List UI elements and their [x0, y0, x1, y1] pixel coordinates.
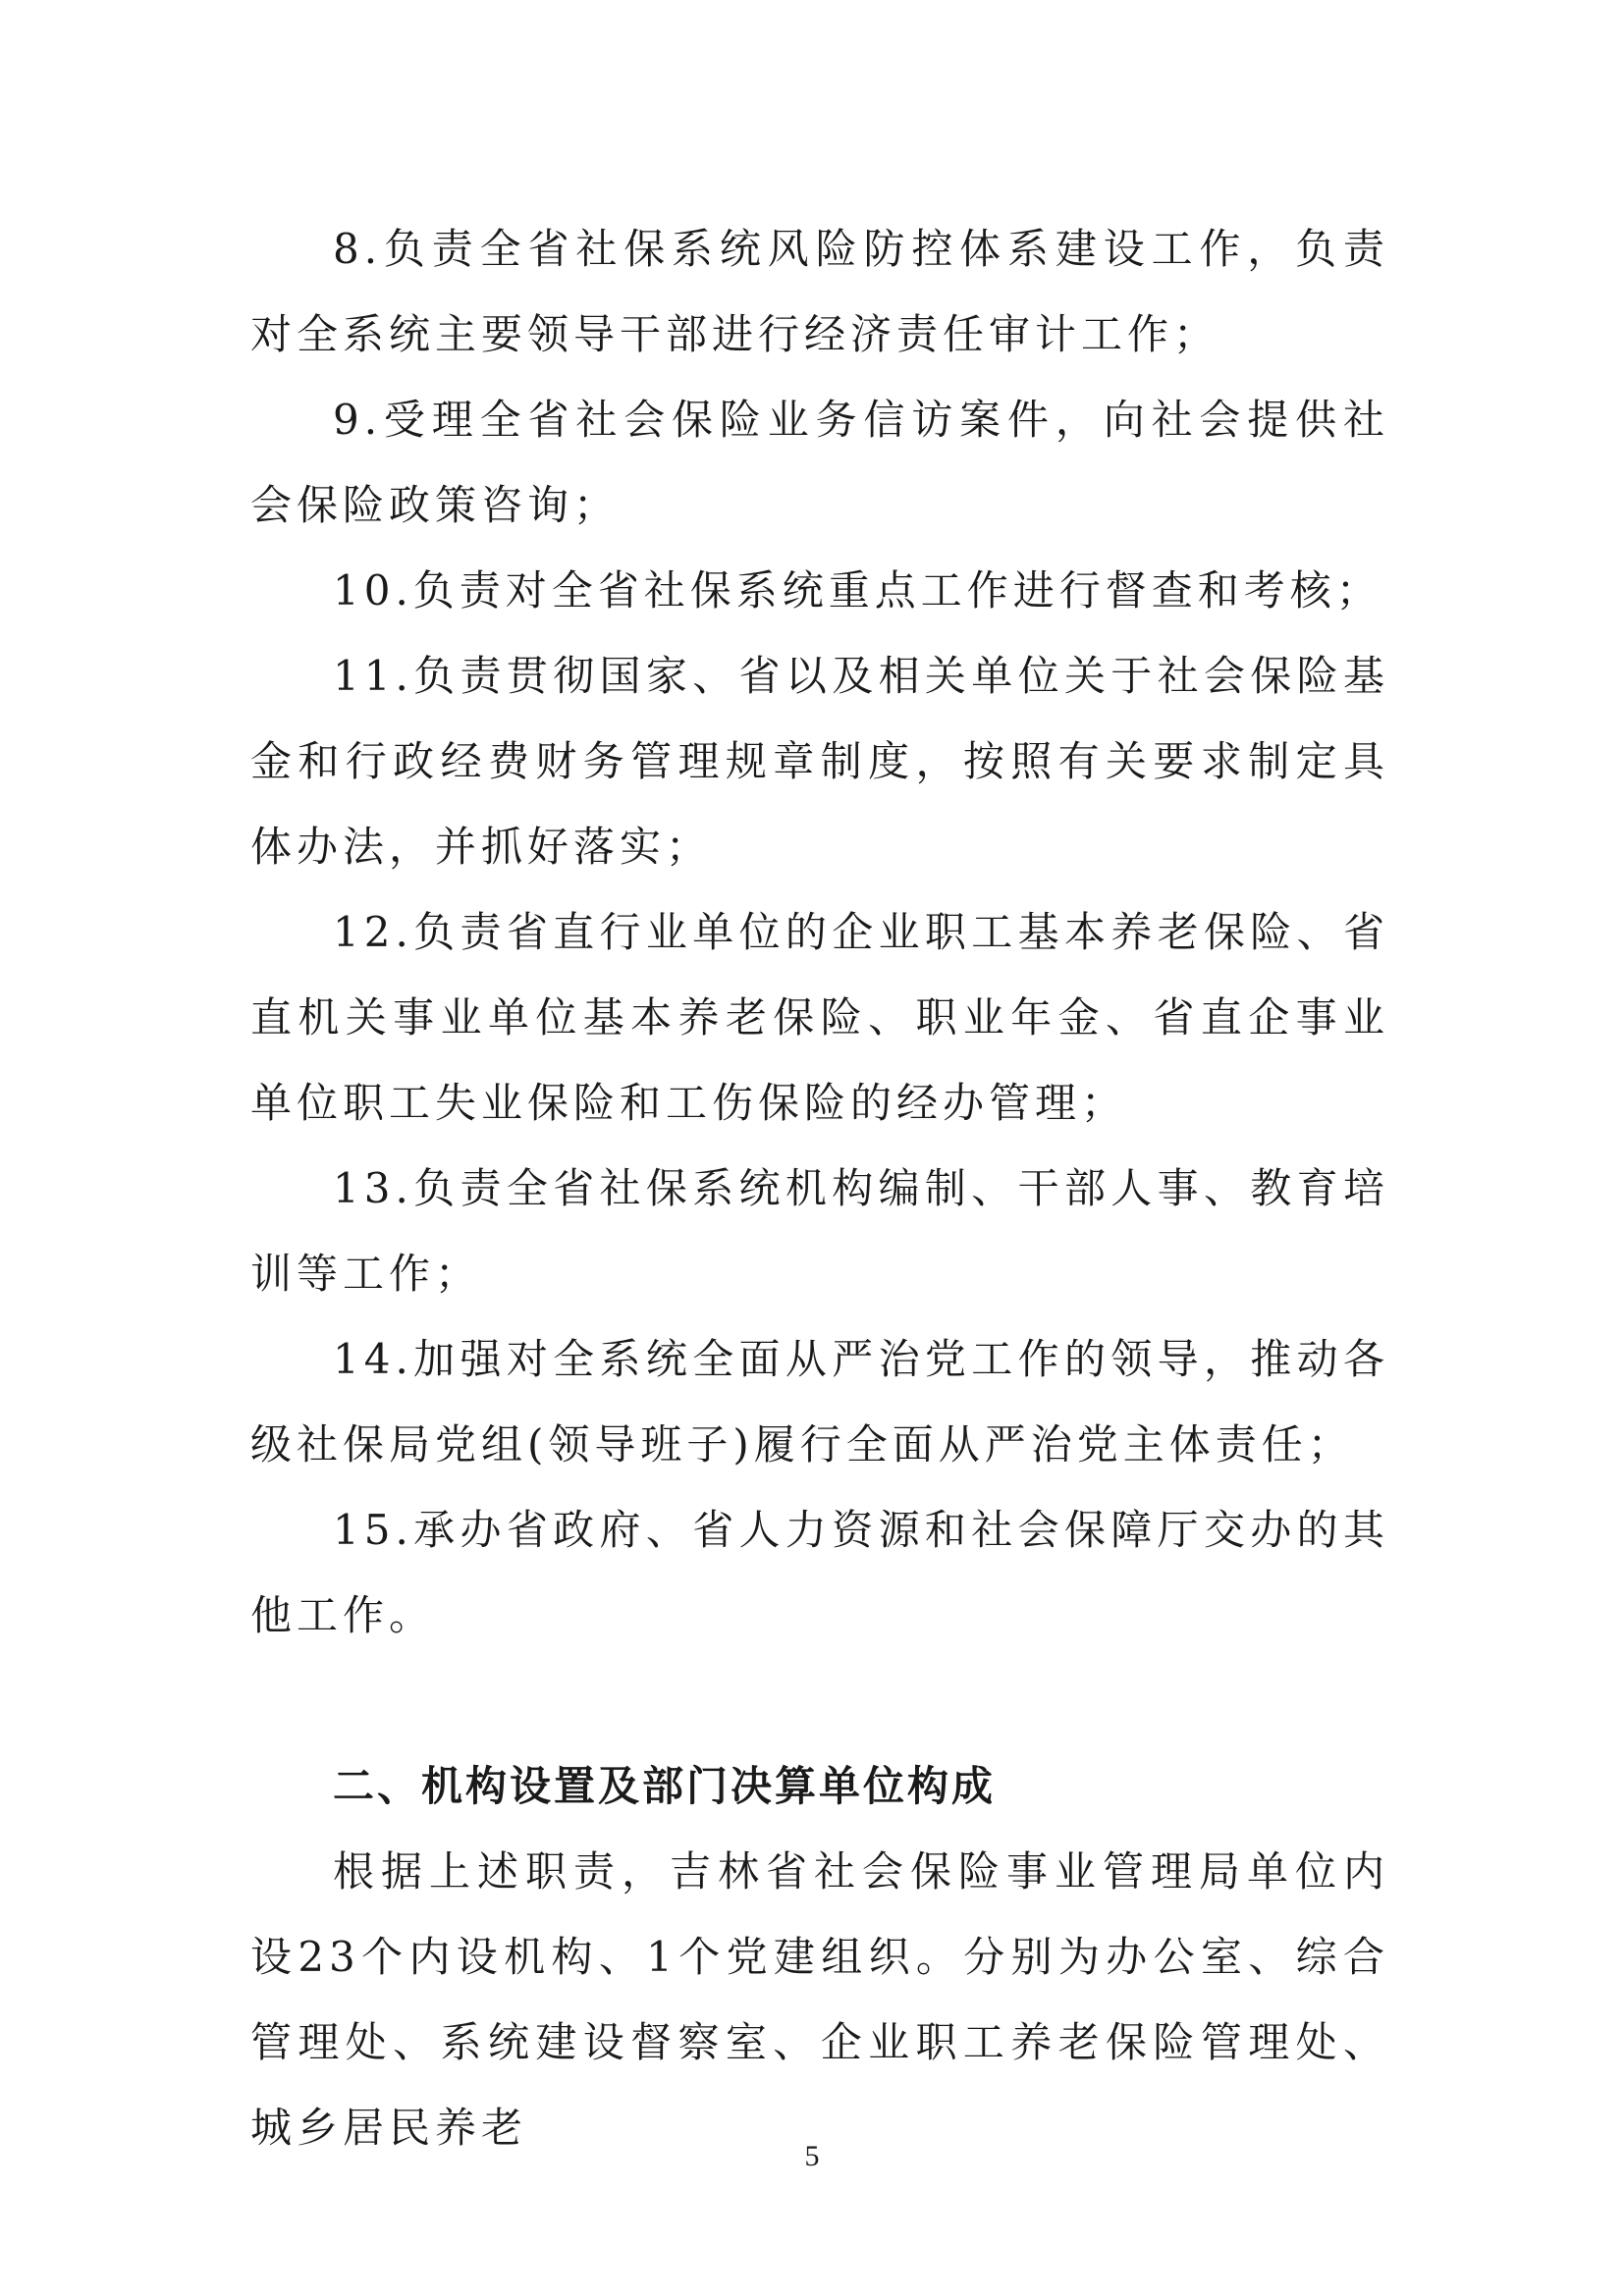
section-body: 根据上述职责，吉林省社会保险事业管理局单位内设23个内设机构、1个党建组织。分别为办公室、综合管理处、系统建设督察室、企业职工养老保险管理处、城乡居民养老: [250, 1847, 1389, 2152]
item-14: 14.加强对全系统全面从严治党工作的领导，推动各级社保局党组(领导班子)履行全面从严治党主体责任；: [250, 1335, 1389, 1468]
item-10: 10.负责对全省社保系统重点工作进行督查和考核；: [333, 566, 1382, 614]
page-number: 5: [804, 2140, 820, 2172]
page-content: [250, 206, 1389, 2170]
item-12: 12.负责省直行业单位的企业职工基本养老保险、省直机关事业单位基本养老保险、职业年金、省直企事业单位职工失业保险和工伤保险的经办管理；: [250, 908, 1389, 1127]
item-15: 15.承办省政府、省人力资源和社会保障厅交办的其他工作。: [250, 1506, 1389, 1639]
section-spacer: [250, 1658, 1389, 1743]
section-heading: 二、机构设置及部门决算单位构成: [333, 1762, 997, 1810]
item-13: 13.负责全省社保系统机构编制、干部人事、教育培训等工作；: [250, 1164, 1389, 1298]
item-11: 11.负责贯彻国家、省以及相关单位关于社会保险基金和行政经费财务管理规章制度，按照有关要求制定具体办法，并抓好落实；: [250, 652, 1389, 871]
item-8: 8.负责全省社保系统风险防控体系建设工作，负责对全系统主要领导干部进行经济责任审计工作；: [250, 225, 1389, 358]
item-9: 9.受理全省社会保险业务信访案件，向社会提供社会保险政策咨询；: [250, 396, 1389, 529]
